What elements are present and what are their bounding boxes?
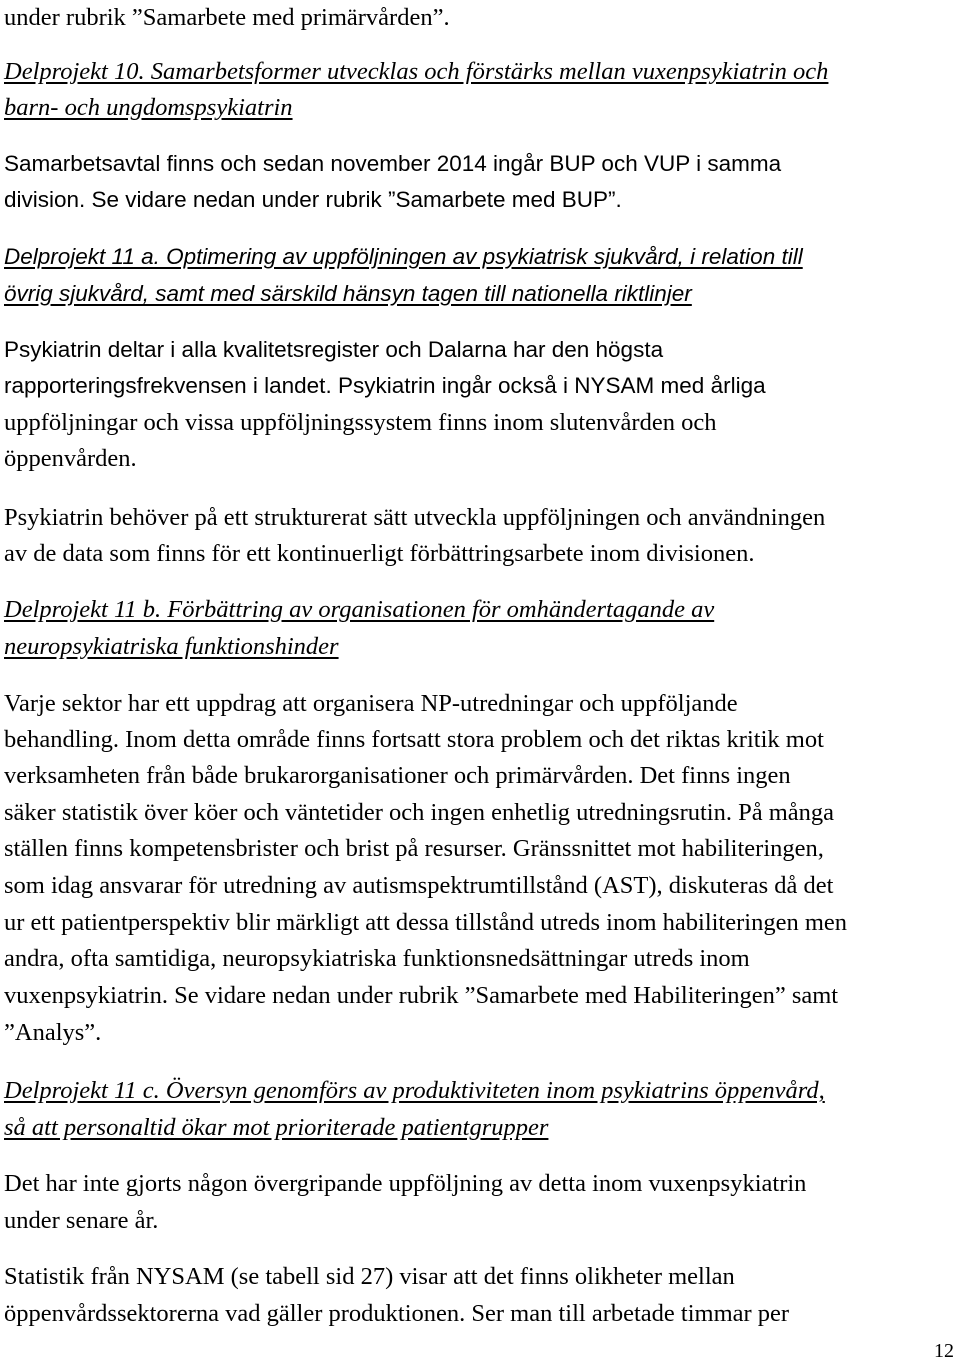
section-10-paragraph: Samarbetsavtal finns och sedan november 2014 ingår BUP och VUP i samma (4, 151, 782, 176)
section-11a-paragraph-1: öppenvården. (4, 445, 137, 472)
section-11b-paragraph: som idag ansvarar för utredning av autismspektrumtillstånd (AST), diskuteras då det (4, 872, 834, 899)
section-10-heading: Delprojekt 10. Samarbetsformer utvecklas och förstärks mellan vuxenpsykiatrin och (4, 58, 829, 85)
section-11b-paragraph: säker statistik över köer och väntetider och ingen enhetlig utredningsrutin. På många (4, 799, 835, 826)
page-number: 12 (934, 1340, 954, 1362)
section-11a-paragraph-2: Psykiatrin behöver på ett strukturerat sätt utveckla uppföljningen och användningen (4, 504, 826, 531)
section-11c-heading-cont: så att personaltid ökar mot prioriterade patientgrupper (4, 1114, 549, 1141)
section-11a-paragraph-1: uppföljningar och vissa uppföljningssystem finns inom slutenvården och (4, 409, 717, 436)
section-11b-paragraph: andra, ofta samtidiga, neuropsykiatriska funktionsnedsättningar utreds inom (4, 945, 750, 972)
intro-text-line: under rubrik ”Samarbete med primärvården”. (4, 4, 450, 31)
section-10-heading-cont: barn- och ungdomspsykiatrin (4, 94, 293, 121)
section-11b-paragraph: ställen finns kompetensbrister och brist på resurser. Gränssnittet mot habiliteringen, (4, 835, 824, 862)
section-11c-paragraph-1: Det har inte gjorts någon övergripande uppföljning av detta inom vuxenpsykiatrin (4, 1170, 807, 1197)
section-11b-paragraph: ur ett patientperspektiv blir märkligt att dessa tillstånd utreds inom habiliteringen men (4, 909, 848, 936)
section-11a-paragraph-1: Psykiatrin deltar i alla kvalitetsregister och Dalarna har den högsta (4, 337, 664, 362)
section-11b-paragraph: ”Analys”. (4, 1019, 102, 1046)
section-11b-paragraph: behandling. Inom detta område finns fortsatt stora problem och det riktas kritik mot (4, 726, 824, 753)
section-11b-heading-cont: neuropsykiatriska funktionshinder (4, 633, 339, 660)
section-11b-paragraph: Varje sektor har ett uppdrag att organisera NP-utredningar och uppföljande (4, 690, 738, 717)
section-11c-paragraph-1: under senare år. (4, 1207, 159, 1234)
section-11b-paragraph: verksamheten från både brukarorganisationer och primärvården. Det finns ingen (4, 762, 791, 789)
section-11c-paragraph-2: Statistik från NYSAM (se tabell sid 27) visar att det finns olikheter mellan (4, 1263, 735, 1290)
section-11c-heading: Delprojekt 11 c. Översyn genomförs av produktiviteten inom psykiatrins öppenvård, (4, 1077, 825, 1104)
section-10-paragraph-cont: division. Se vidare nedan under rubrik ”Samarbete med BUP”. (4, 187, 622, 212)
section-11a-heading: Delprojekt 11 a. Optimering av uppföljningen av psykiatrisk sjukvård, i relation till (4, 244, 803, 269)
section-11b-paragraph: vuxenpsykiatrin. Se vidare nedan under rubrik ”Samarbete med Habiliteringen” samt (4, 982, 839, 1009)
section-11a-paragraph-1: rapporteringsfrekvensen i landet. Psykiatrin ingår också i NYSAM med årliga (4, 373, 766, 398)
section-11b-heading: Delprojekt 11 b. Förbättring av organisationen för omhändertagande av (4, 596, 715, 623)
section-11a-paragraph-2: av de data som finns för ett kontinuerligt förbättringsarbete inom divisionen. (4, 540, 755, 567)
section-11c-paragraph-2: öppenvårdssektorerna vad gäller produktionen. Ser man till arbetade timmar per (4, 1300, 790, 1327)
section-11a-heading-cont: övrig sjukvård, samt med särskild hänsyn tagen till nationella riktlinjer (4, 281, 692, 306)
